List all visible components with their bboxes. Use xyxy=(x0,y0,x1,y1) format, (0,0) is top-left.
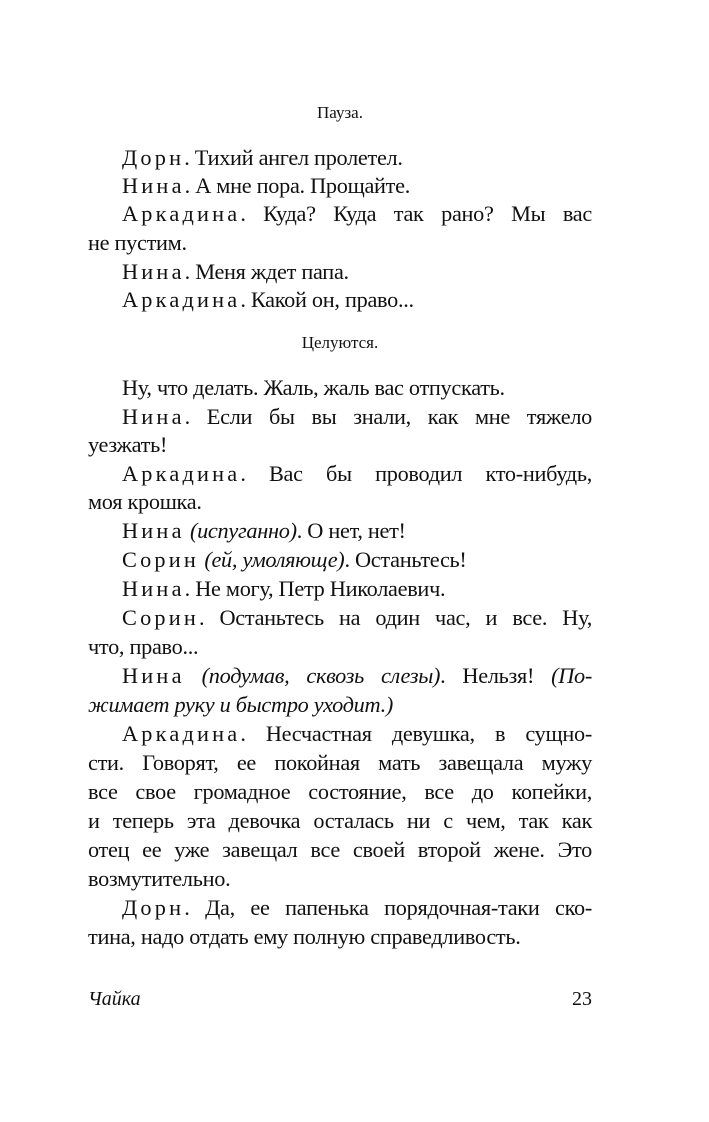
speaker-name: Сорин xyxy=(122,605,200,630)
dialogue-text: . Куда? Куда так рано? Мы вас xyxy=(240,201,592,226)
speaker-name: Нина xyxy=(122,259,185,284)
dialogue-line xyxy=(88,662,592,691)
dialogue-continuation: что, право... xyxy=(88,634,199,659)
dialogue-continuation: и теперь эта девочка осталась ни с чем, так как xyxy=(88,808,592,833)
dialogue-line xyxy=(88,894,592,923)
dialogue-line xyxy=(88,546,592,575)
speaker-name: Нина xyxy=(122,173,185,198)
dialogue-text: . Несчастная девушка, в сущно- xyxy=(240,721,592,746)
speaker-name: Нина xyxy=(122,518,185,543)
stage-direction-continuation: жимает руку и быстро уходит.) xyxy=(88,692,394,717)
dialogue-continuation: все свое громадное состояние, все до копейки, xyxy=(88,779,592,804)
dialogue-text: . Останьтесь на один час, и все. Ну, xyxy=(199,605,592,630)
dialogue-text: . Тихий ангел пролетел. xyxy=(184,145,403,170)
stage-direction-inline: (подумав, сквозь слезы) xyxy=(201,663,441,688)
dialogue-line xyxy=(88,286,592,315)
stage-direction-pause: Пауза. xyxy=(317,103,363,122)
dialogue-continuation: не пустим. xyxy=(88,230,187,255)
dialogue-line xyxy=(88,604,592,633)
speaker-name: Аркадина xyxy=(122,461,241,486)
speaker-name: Дорн xyxy=(122,895,185,920)
dialogue-continuation: моя крошка. xyxy=(88,489,202,514)
dialogue-text: . Меня ждет папа. xyxy=(184,259,349,284)
dialogue-line xyxy=(88,460,592,489)
dialogue-text: . Да, ее папенька порядочная-таки ско- xyxy=(184,895,592,920)
dialogue-text: . Вас бы проводил кто-нибудь, xyxy=(240,461,592,486)
dialogue-text: . Нельзя! xyxy=(440,663,535,688)
dialogue-continuation: сти. Говорят, ее покойная мать завещала мужу xyxy=(88,750,592,775)
dialogue-line xyxy=(88,200,592,229)
dialogue-continuation: возмутительно. xyxy=(88,866,231,891)
dialogue-line xyxy=(88,258,592,287)
running-footer-title: Чайка xyxy=(88,988,141,1010)
dialogue-text: . Какой он, право... xyxy=(240,287,414,312)
page-number: 23 xyxy=(572,988,592,1010)
dialogue-text: . Останьтесь! xyxy=(344,547,467,572)
dialogue-continuation: отец ее уже завещал все своей второй жене. Это xyxy=(88,837,592,862)
speaker-name: Сорин xyxy=(122,547,200,572)
dialogue-line xyxy=(88,575,592,604)
dialogue-text: . Не могу, Петр Николаевич. xyxy=(184,576,446,601)
dialogue-line xyxy=(88,172,592,201)
speaker-name: Нина xyxy=(122,404,185,429)
dialogue-continuation: тина, надо отдать ему полную справедливость. xyxy=(88,924,521,949)
speaker-name: Дорн xyxy=(122,145,185,170)
stage-direction-inline: (ей, умоляюще) xyxy=(204,547,345,572)
speaker-name: Аркадина xyxy=(122,721,241,746)
speaker-name: Нина xyxy=(122,576,185,601)
dialogue-continuation: уезжать! xyxy=(88,432,168,457)
stage-direction-kiss: Целуются. xyxy=(301,333,379,352)
dialogue-line xyxy=(88,720,592,749)
dialogue-line: Ну, что делать. Жаль, жаль вас отпускать. xyxy=(122,375,505,400)
dialogue-text: . Если бы вы знали, как мне тяжело xyxy=(184,404,592,429)
dialogue-line xyxy=(88,517,592,546)
dialogue-text: . О нет, нет! xyxy=(296,518,406,543)
stage-direction-inline: (испуганно) xyxy=(189,518,297,543)
dialogue-line xyxy=(88,403,592,432)
speaker-name: Аркадина xyxy=(122,201,241,226)
stage-direction-inline: (По- xyxy=(551,663,593,688)
dialogue-line xyxy=(88,144,592,173)
speaker-name: Аркадина xyxy=(122,287,241,312)
dialogue-text: . А мне пора. Прощайте. xyxy=(184,173,410,198)
speaker-name: Нина xyxy=(122,663,185,688)
